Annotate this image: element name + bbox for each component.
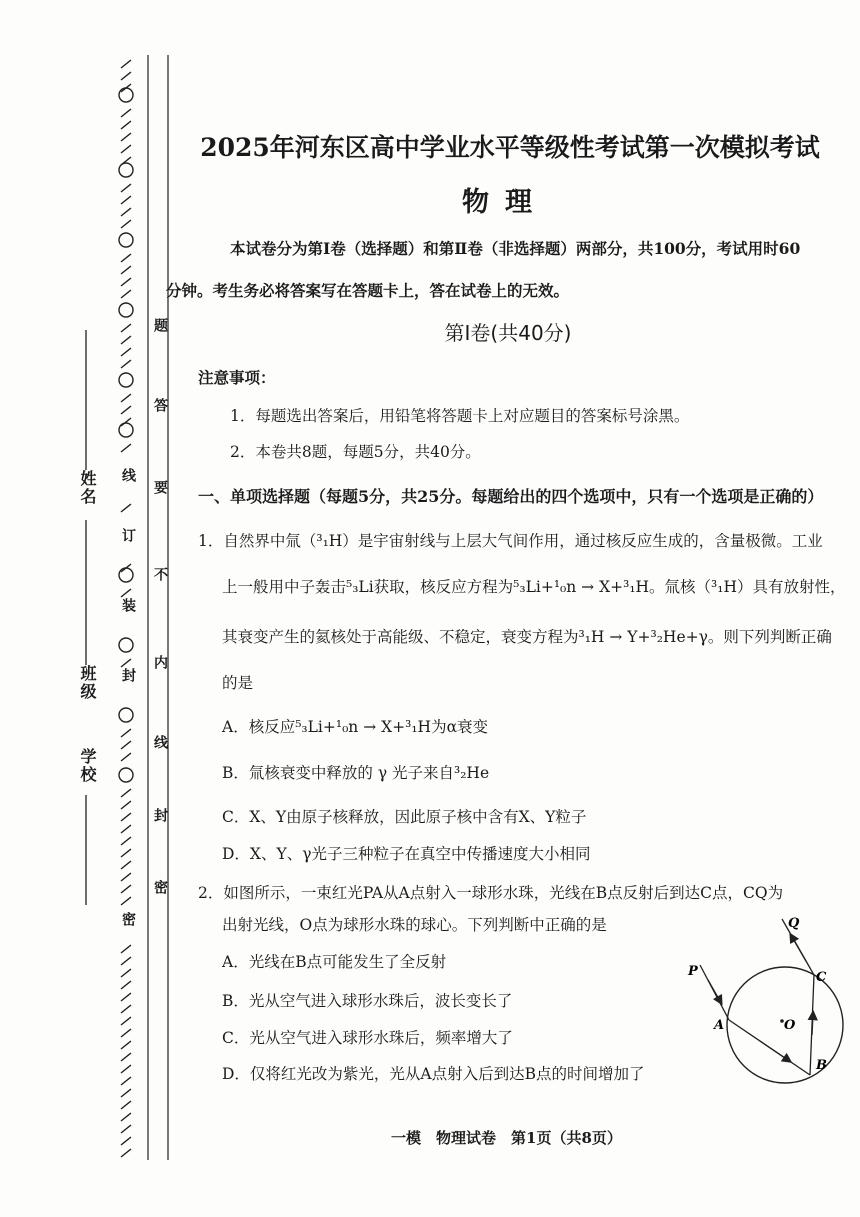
inner-char-1: 密 [152, 880, 168, 896]
seal-circle [119, 163, 133, 177]
seal-circle [119, 303, 133, 317]
name-label: 姓名 [78, 470, 97, 506]
q2-line-2: 出射光线，O点为球形水珠的球心。下列判断中正确的是 [222, 916, 607, 934]
inner-char-8: 题 [152, 318, 168, 334]
seal-slash [121, 290, 131, 298]
q1-line-4: 的是 [222, 674, 254, 692]
seal-slash [121, 1053, 131, 1061]
seal-slash [121, 981, 131, 989]
class-label: 班级 [78, 665, 97, 701]
seal-slash [121, 1149, 131, 1157]
seal-slash [121, 1065, 131, 1073]
seal-slash [121, 801, 131, 809]
seal-slash [121, 1041, 131, 1049]
seal-slash [121, 741, 131, 749]
seal-circle [119, 423, 133, 437]
seal-slash [121, 753, 131, 761]
inner-char-5: 不 [152, 567, 168, 583]
seal-slash [121, 1089, 131, 1097]
label-q: Q [788, 916, 800, 931]
seal-slash [121, 861, 131, 869]
label-p: P [688, 964, 698, 979]
seal-slash [121, 825, 131, 833]
q1-line-2: 上一般用中子轰击⁵₃Li获取，核反应方程为⁵₃Li+¹₀n → X+³₁H。氚核（³₁H）具有放射性， [222, 578, 846, 596]
inner-char-4: 内 [152, 655, 168, 671]
label-a: A [714, 1018, 725, 1033]
school-label: 学校 [78, 748, 97, 784]
inner-char-2: 封 [152, 808, 168, 824]
label-c: C [816, 970, 827, 985]
intro-line-1: 本试卷分为第Ⅰ卷（选择题）和第Ⅱ卷（非选择题）两部分，共100分，考试用时60 [230, 239, 801, 258]
inner-char-6: 要 [152, 480, 168, 496]
seal-circle [119, 373, 133, 387]
seal-slash [121, 109, 131, 117]
note-item-2: 2．本卷共8题，每题5分，共40分。 [230, 443, 481, 461]
seal-char-zhuang: 装 [120, 598, 136, 614]
seal-slash [121, 945, 131, 953]
seal-slash [121, 220, 131, 228]
q2-option-c: C．光从空气进入球形水珠后，频率增大了 [222, 1029, 513, 1047]
seal-slash [121, 659, 131, 667]
seal-circle [119, 708, 133, 722]
seal-slash [121, 1077, 131, 1085]
seal-slash [121, 813, 131, 821]
seal-slash [121, 1017, 131, 1025]
seal-slash [121, 254, 131, 262]
seal-char-xian: 线 [120, 468, 136, 484]
seal-slash [121, 418, 131, 426]
seal-slash [121, 444, 131, 452]
note-item-1: 1．每题选出答案后，用铅笔将答题卡上对应题目的答案标号涂黑。 [230, 407, 690, 425]
seal-slash [121, 72, 131, 80]
seal-slash [121, 993, 131, 1001]
page-footer: 一模 物理试卷 第1页（共8页） [391, 1129, 622, 1147]
seal-char-feng: 封 [120, 668, 136, 684]
section-1-heading: 一、单项选择题（每题5分，共25分。每题给出的四个选项中，只有一个选项是正确的） [198, 487, 824, 506]
seal-slash [121, 849, 131, 857]
seal-char-mi: 密 [120, 912, 136, 928]
q2-option-b: B．光从空气进入球形水珠后，波长变长了 [222, 992, 513, 1010]
seal-slash [121, 348, 131, 356]
inner-char-7: 答 [152, 398, 168, 414]
q1-option-d: D．X、Y、γ光子三种粒子在真空中传播速度大小相同 [222, 845, 591, 863]
q1-option-a: A．核反应⁵₃Li+¹₀n → X+³₁H为α衰变 [222, 718, 489, 736]
seal-slash [121, 885, 131, 893]
intro-line-2: 分钟。考生务必将答案写在答题卡上，答在试卷上的无效。 [166, 281, 570, 300]
seal-slash [121, 897, 131, 905]
seal-slash [121, 789, 131, 797]
seal-slash [121, 1005, 131, 1013]
seal-slash [121, 278, 131, 286]
label-o: O [784, 1018, 796, 1033]
seal-slash [121, 394, 131, 402]
seal-slash [121, 1101, 131, 1109]
seal-char-ding: 订 [120, 528, 136, 544]
water-droplet-figure [670, 905, 850, 1085]
part1-title: 第Ⅰ卷(共40分) [444, 321, 572, 345]
seal-slash [121, 406, 131, 414]
seal-slash [121, 360, 131, 368]
seal-slash [121, 729, 131, 737]
q2-option-d: D．仅将红光改为紫光，光从A点射入后到达B点的时间增加了 [222, 1065, 645, 1083]
seal-slash [121, 837, 131, 845]
seal-slash [121, 873, 131, 881]
seal-circle [119, 568, 133, 582]
seal-slash [121, 957, 131, 965]
q2-line-1: 2．如图所示，一束红光PA从A点射入一球形水珠，光线在B点反射后到达C点，CQ为 [198, 884, 784, 902]
q2-option-a: A．光线在B点可能发生了全反射 [222, 953, 447, 971]
seal-circle [119, 233, 133, 247]
q1-option-b: B．氚核衰变中释放的 γ 光子来自³₂He [222, 764, 490, 782]
seal-slash [121, 504, 131, 512]
seal-slash [121, 266, 131, 274]
seal-circle [119, 768, 133, 782]
q1-line-3: 其衰变产生的氦核处于高能级、不稳定，衰变方程为³₁H → Y+³₂He+γ。则下列判断正确 [222, 628, 832, 646]
seal-slash [121, 969, 131, 977]
inner-char-3: 线 [152, 735, 168, 751]
q1-line-1: 1．自然界中氚（³₁H）是宇宙射线与上层大气间作用，通过核反应生成的，含量极微。工业 [198, 532, 823, 550]
exam-intro [166, 228, 828, 312]
label-b: B [816, 1058, 827, 1073]
q1-option-c: C．X、Y由原子核释放，因此原子核中含有X、Y粒子 [222, 808, 587, 826]
subject-title: 物理 [462, 187, 548, 218]
seal-circle [119, 88, 133, 102]
seal-slash [121, 60, 131, 68]
seal-slash [121, 589, 131, 597]
seal-circle [119, 638, 133, 652]
seal-slash [121, 1029, 131, 1037]
seal-slash [121, 1113, 131, 1121]
notes-heading: 注意事项： [198, 368, 276, 387]
exam-title: 2025年河东区高中学业水平等级性考试第一次模拟考试 [200, 133, 820, 162]
